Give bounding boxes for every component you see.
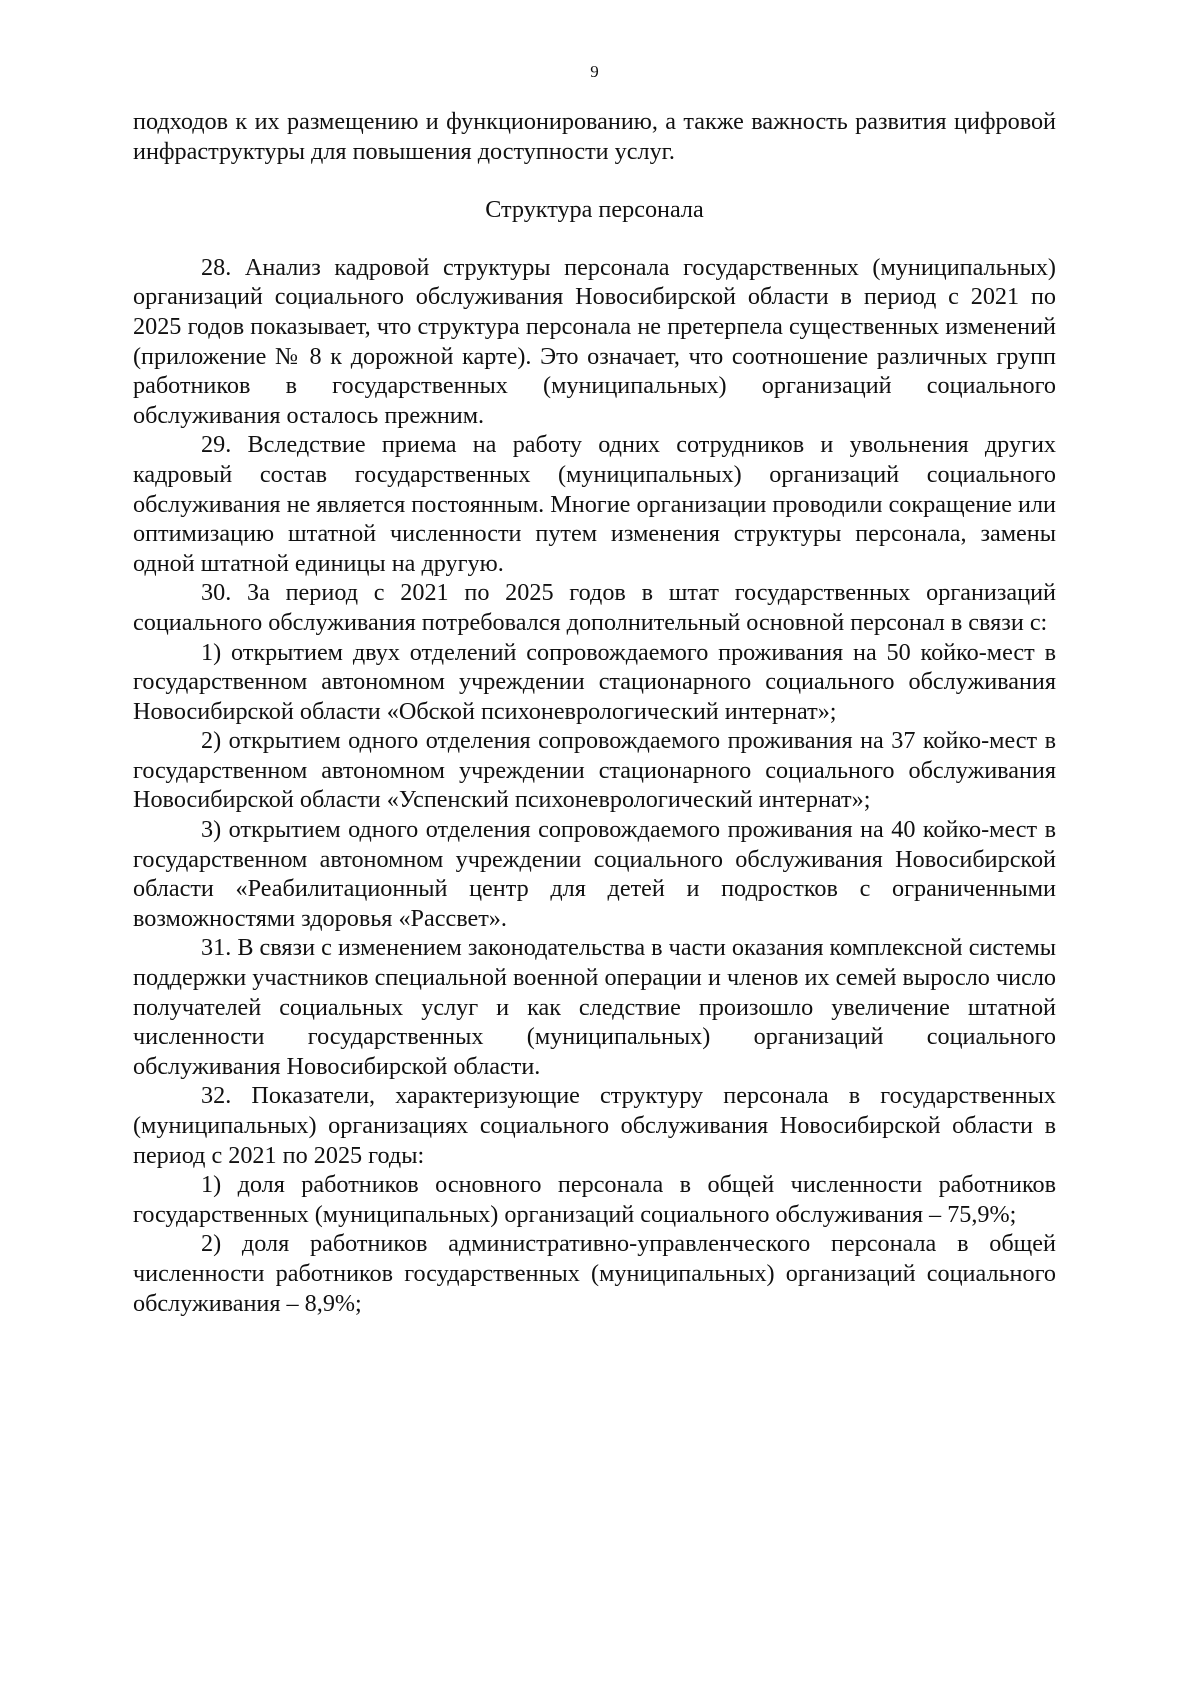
opening-text: подходов к их размещению и функционированию, а также важность развития цифровой инфраструктуры для повышения доступности услуг. bbox=[133, 108, 1056, 165]
paragraph-31: 31. В связи с изменением законодательства в части оказания комплексной системы поддержки участников специальной военной операции и членов их семей выросло число получателей социальных услуг и как следствие произошло увеличение штатной численности государственных (муниципальных) организаций социального обслуживания Новосибирской области. bbox=[133, 934, 1056, 1080]
paragraph-32: 32. Показатели, характеризующие структуру персонала в государственных (муниципальных) организациях социального обслуживания Новосибирской области в период с 2021 по 2025 годы: bbox=[133, 1082, 1056, 1169]
paragraph-32-item-2: 2) доля работников административно-управленческого персонала в общей численности работников государственных (муниципальных) организаций социального обслуживания – 8,9%; bbox=[133, 1230, 1056, 1317]
page-number: 9 bbox=[590, 62, 599, 81]
paragraph-30-item-3: 3) открытием одного отделения сопровождаемого проживания на 40 койко-мест в государственном автономном учреждении социального обслуживания Новосибирской области «Реабилитационный центр для детей и подростков с ограниченными возможностями здоровья «Рассвет». bbox=[133, 816, 1056, 932]
paragraph-32-item-1: 1) доля работников основного персонала в общей численности работников государственных (муниципальных) организаций социального обслуживания – 75,9%; bbox=[133, 1171, 1056, 1228]
document-body bbox=[133, 107, 1056, 1318]
section-heading: Структура персонала bbox=[485, 196, 704, 224]
paragraph-28: 28. Анализ кадровой структуры персонала государственных (муниципальных) организаций социального обслуживания Новосибирской области в период с 2021 по 2025 годов показывает, что структура персонала не претерпела существенных изменений (приложение № 8 к дорожной карте). Это означает, что соотношение различных групп работников в государственных (муниципальных) организаций социального обслуживания осталось прежним. bbox=[133, 253, 1056, 429]
paragraph-30-item-1: 1) открытием двух отделений сопровождаемого проживания на 50 койко-мест в государственном автономном учреждении стационарного социального обслуживания Новосибирской области «Обской психоневрологический интернат»; bbox=[133, 638, 1056, 725]
paragraph-30: 30. За период с 2021 по 2025 годов в штат государственных организаций социального обслуживания потребовался дополнительный основной персонал в связи с: bbox=[133, 579, 1056, 636]
paragraph-30-item-2: 2) открытием одного отделения сопровождаемого проживания на 37 койко-мест в государственном автономном учреждении стационарного социального обслуживания Новосибирской области «Успенский психоневрологический интернат»; bbox=[133, 727, 1056, 814]
paragraph-29: 29. Вследствие приема на работу одних сотрудников и увольнения других кадровый состав государственных (муниципальных) организаций социального обслуживания не является постоянным. Многие организации проводили сокращение или оптимизацию штатной численности путем изменения структуры персонала, замены одной штатной единицы на другую. bbox=[133, 431, 1056, 577]
